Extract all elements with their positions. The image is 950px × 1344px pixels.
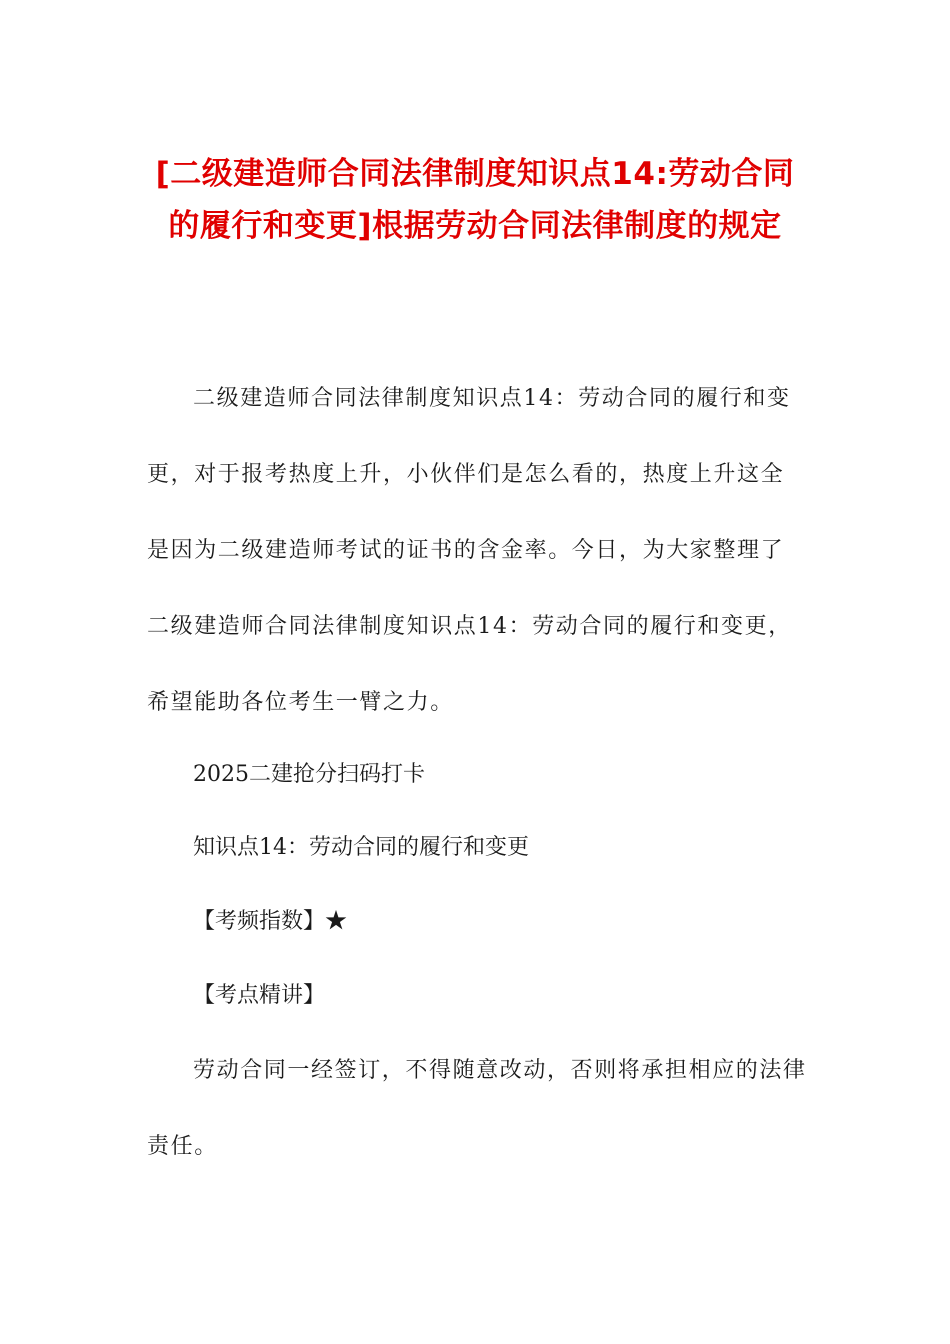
intro-paragraph: 二级建造师合同法律制度知识点14：劳动合同的履行和变更，对于报考热度上升，小伙伴们是怎么看的，热度上升这全是因为二级建造师考试的证书的含金率。今日，为大家整理了二级建造师合同法律制度知识点14：劳动合同的履行和变更，希望能助各位考生一臂之力。 — [147, 386, 792, 715]
content-paragraph: 劳动合同一经签订，不得随意改动，否则将承担相应的法律责任。 — [147, 1058, 807, 1159]
promo-line: 2025二建抢分扫码打卡 — [193, 762, 425, 787]
document-title: [二级建造师合同法律制度知识点14:劳动合同的履行和变更]根据劳动合同法律制度的规定 — [155, 156, 795, 244]
frequency-index: 【考频指数】★ — [193, 909, 348, 934]
section-heading: 知识点14：劳动合同的履行和变更 — [193, 835, 529, 860]
key-points-heading: 【考点精讲】 — [193, 983, 326, 1008]
